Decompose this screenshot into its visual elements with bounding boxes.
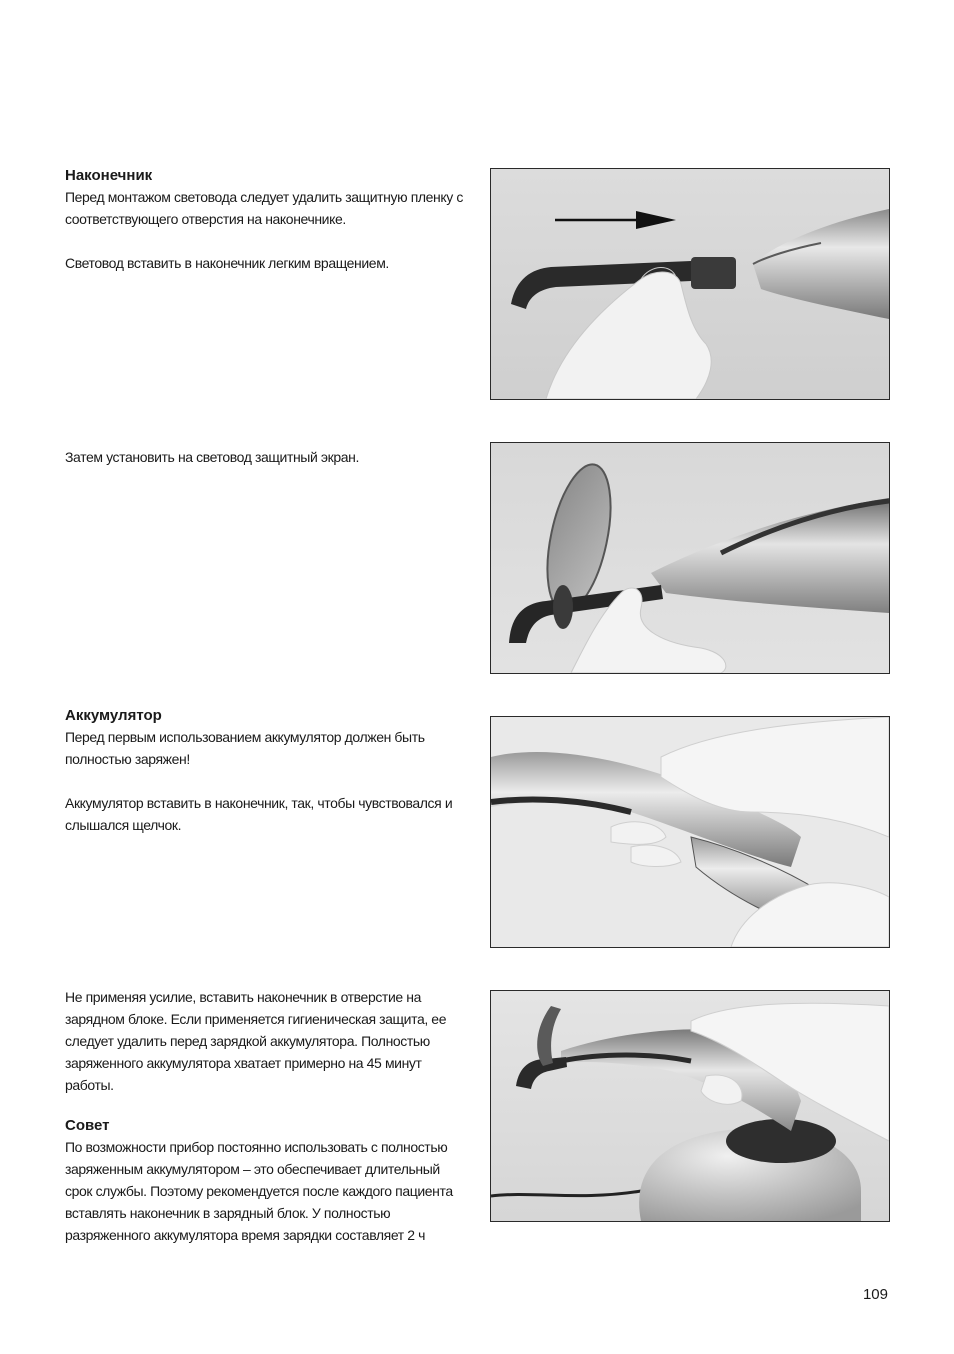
paragraph: Перед монтажом световода следует удалить защитную пленку с соответствующего отверстия на наконечнике. (65, 189, 463, 227)
heading-tip: Совет (65, 1117, 110, 1134)
paragraph: Аккумулятор вставить в наконечник, так, чтобы чувствовался и слышался щелчок. (65, 795, 453, 833)
section-tip (65, 1116, 470, 1246)
section-battery (65, 706, 470, 836)
section-handpiece (65, 166, 470, 274)
paragraph: Световод вставить в наконечник легким вращением. (65, 255, 389, 271)
paragraph: По возможности прибор постоянно использовать с полностью заряженным аккумулятором – это обеспечивает длительный срок службы. Поэтому рекомендуется после каждого пациента вставлять наконечник в зарядный блок. У полностью разряженного аккумулятора время зарядки составляет 2 ч (65, 1139, 453, 1243)
paragraph: Затем установить на световод защитный экран. (65, 449, 359, 465)
photo-lightguide-insertion (490, 168, 890, 400)
heading-battery: Аккумулятор (65, 707, 162, 724)
section-shield (65, 446, 470, 468)
photo-protective-shield (490, 442, 890, 674)
section-charging (65, 986, 470, 1096)
paragraph: Перед первым использованием аккумулятор должен быть полностью заряжен! (65, 729, 425, 767)
photo-battery-insertion (490, 716, 890, 948)
page-number: 109 (862, 1286, 888, 1303)
heading-handpiece: Наконечник (65, 167, 153, 184)
paragraph: Не применяя усилие, вставить наконечник в отверстие на зарядном блоке. Если применяется гигиеническая защита, ее следует удалить перед зарядкой аккумулятора. Полностью заряженного аккумулятора хватает примерно на 45 минут работы. (65, 989, 447, 1093)
photo-charging-base (490, 990, 890, 1222)
